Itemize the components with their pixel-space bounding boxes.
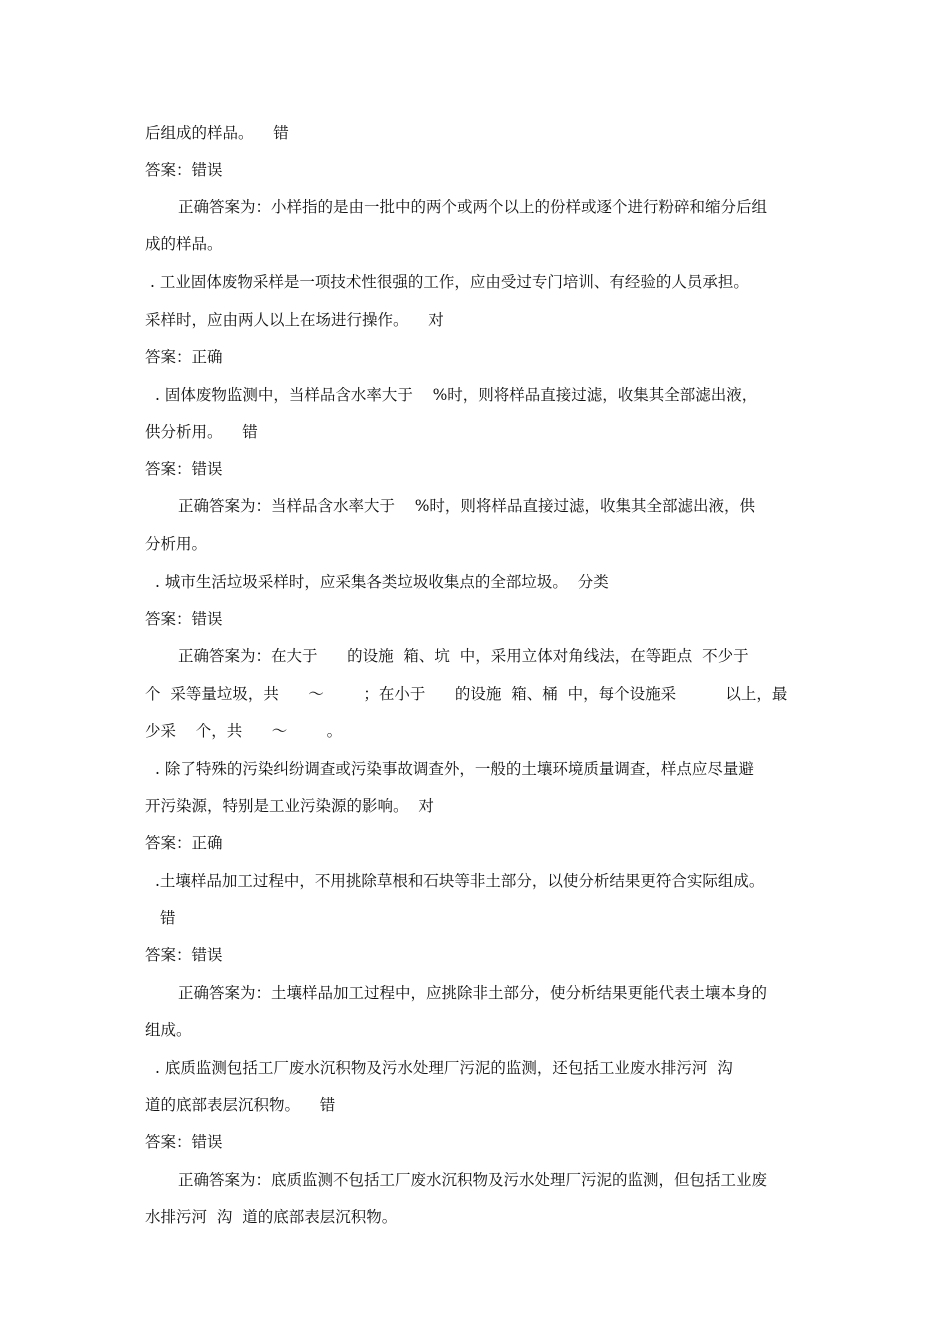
answer-line: 答案：错误	[145, 610, 223, 628]
text-line: 水排污河 沟 道的底部表层沉积物。	[145, 1208, 398, 1226]
text-line: 开污染源，特别是工业污染源的影响。 对	[145, 797, 434, 815]
correct-answer-line: 正确答案为：土壤样品加工过程中，应挑除非土部分，使分析结果更能代表土壤本身的	[178, 984, 768, 1002]
answer-line: 答案：错误	[145, 161, 223, 179]
text-line: 组成。	[145, 1021, 192, 1039]
text-line: 成的样品。	[145, 235, 223, 253]
text-line: 少采 个，共 ～ 。	[145, 722, 343, 740]
question-line: . 固体废物监测中，当样品含水率大于 %时，则将样品直接过滤，收集其全部滤出液，	[155, 386, 758, 404]
question-line: .土壤样品加工过程中，不用挑除草根和石块等非土部分，以使分析结果更符合实际组成。	[155, 872, 765, 890]
question-line: . 城市生活垃圾采样时，应采集各类垃圾收集点的全部垃圾。 分类	[155, 573, 609, 591]
question-line: . 工业固体废物采样是一项技术性很强的工作，应由受过专门培训、有经验的人员承担。	[150, 273, 749, 291]
text-line: 错	[160, 909, 176, 927]
text-line: 采样时，应由两人以上在场进行操作。 对	[145, 311, 444, 329]
answer-line: 答案：错误	[145, 946, 223, 964]
question-line: . 底质监测包括工厂废水沉积物及污水处理厂污泥的监测，还包括工业废水排污河 沟	[155, 1059, 733, 1077]
text-line: 后组成的样品。 错	[145, 124, 289, 142]
text-line: 道的底部表层沉积物。 错	[145, 1096, 336, 1114]
text-line: 供分析用。 错	[145, 423, 258, 441]
text-line: 分析用。	[145, 535, 208, 553]
correct-answer-line: 正确答案为：小样指的是由一批中的两个或两个以上的份样或逐个进行粉碎和缩分后组	[178, 198, 768, 216]
answer-line: 答案：错误	[145, 460, 223, 478]
answer-line: 答案：正确	[145, 348, 223, 366]
question-line: . 除了特殊的污染纠纷调查或污染事故调查外，一般的土壤环境质量调查，样点应尽量避	[155, 760, 754, 778]
text-line: 个 采等量垃圾，共 ～ ；在小于 的设施 箱、桶 中，每个设施采 以上，最	[145, 685, 788, 703]
correct-answer-line: 正确答案为：在大于 的设施 箱、坑 中，采用立体对角线法，在等距点 不少于	[178, 647, 749, 665]
answer-line: 答案：错误	[145, 1133, 223, 1151]
answer-line: 答案：正确	[145, 834, 223, 852]
correct-answer-line: 正确答案为：底质监测不包括工厂废水沉积物及污水处理厂污泥的监测，但包括工业废	[178, 1171, 768, 1189]
correct-answer-line: 正确答案为：当样品含水率大于 %时，则将样品直接过滤，收集其全部滤出液，供	[178, 497, 755, 515]
